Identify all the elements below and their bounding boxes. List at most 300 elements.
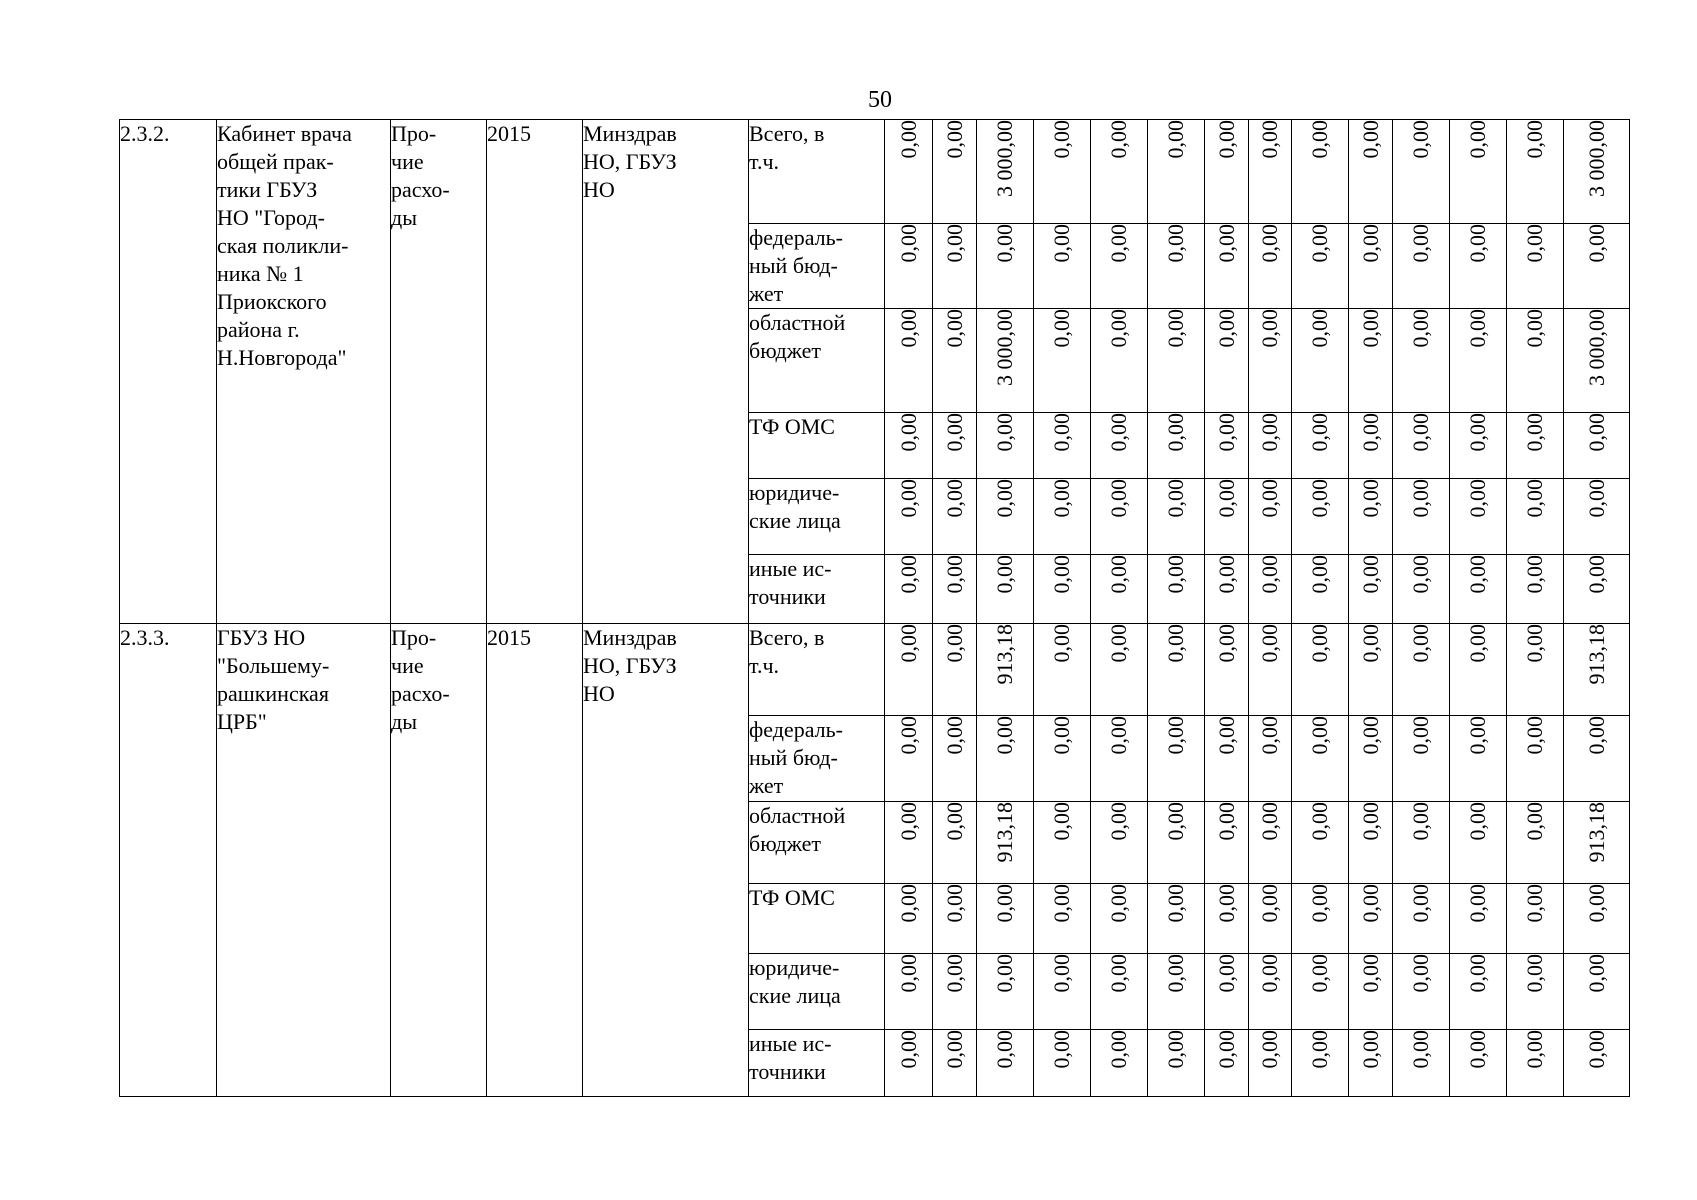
amount-value: 0,00 [1257,555,1282,594]
amount-value: 0,00 [895,224,921,263]
amount-cell [1507,224,1564,309]
amount-value: 0,00 [1357,716,1383,755]
amount-cell [1249,413,1292,479]
amount-cell [1249,624,1292,716]
amount-value: 0,00 [1307,555,1332,594]
amount-cell [1148,479,1205,555]
amount-cell [977,624,1034,716]
item-name [217,120,391,624]
amount-cell [1349,884,1393,954]
amount-value: 0,00 [1106,224,1131,263]
amount-value: 0,00 [1307,624,1332,663]
amount-value: 0,00 [1408,884,1433,923]
page-number: 50 [868,87,892,113]
amount-value: 0,00 [1522,716,1547,755]
amount-cell [1393,479,1450,555]
amount-cell [1091,884,1148,954]
amount-cell [977,1030,1034,1097]
amount-value: 0,00 [1049,120,1074,159]
amount-cell [885,716,933,802]
amount-cell [977,120,1034,224]
amount-value: 0,00 [1213,120,1239,159]
funding-source-line: ТФ ОМС [749,885,835,910]
amount-value: 0,00 [1522,555,1547,594]
amount-cell [977,309,1034,413]
amount-cell [933,884,977,954]
amount-cell [1292,309,1349,413]
amount-cell [1564,716,1630,802]
amount-value: 0,00 [1357,309,1383,348]
funding-source-line: ские лица [749,508,841,533]
amount-cell [933,479,977,555]
item-name-line: ГБУЗ НО [217,625,306,650]
amount-cell [1034,802,1091,884]
funding-source-line: т.ч. [749,149,780,174]
amount-cell [1205,555,1249,624]
table-row [120,624,1630,716]
amount-value: 0,00 [1213,624,1239,663]
amount-cell [1292,224,1349,309]
amount-value: 0,00 [895,716,921,755]
amount-value: 0,00 [1106,716,1131,755]
amount-cell [885,120,933,224]
executor-line: Минздрав [583,121,677,146]
year: 2015 [487,624,583,1097]
amount-cell [1091,120,1148,224]
funding-source [749,555,885,624]
amount-cell [1450,479,1507,555]
amount-value: 0,00 [1465,479,1490,518]
amount-cell [1507,1030,1564,1097]
amount-value: 0,00 [1257,120,1282,159]
funding-source-line: точники [749,1059,826,1084]
amount-value: 0,00 [1106,555,1131,594]
amount-value: 0,00 [1307,884,1332,923]
amount-value: 0,00 [1408,555,1433,594]
amount-cell [1507,954,1564,1030]
amount-cell [1034,954,1091,1030]
amount-cell [1393,309,1450,413]
amount-value: 0,00 [1357,120,1383,159]
amount-value: 0,00 [1522,802,1547,841]
amount-cell [1148,224,1205,309]
year: 2015 [487,120,583,624]
amount-cell [933,309,977,413]
amount-value: 3 000,00 [992,120,1017,197]
amount-cell [1450,309,1507,413]
amount-cell [933,555,977,624]
amount-value: 0,00 [1106,884,1131,923]
amount-value: 0,00 [1213,802,1239,841]
amount-value: 0,00 [1357,624,1383,663]
amount-cell [1450,716,1507,802]
amount-value: 0,00 [1106,954,1131,993]
amount-cell [1205,120,1249,224]
amount-cell [1507,479,1564,555]
amount-cell [1450,624,1507,716]
amount-value: 0,00 [1213,1030,1239,1069]
funding-source-line: жет [749,773,784,798]
amount-value: 0,00 [1307,224,1332,263]
amount-cell [1205,884,1249,954]
amount-value: 0,00 [1522,309,1547,348]
amount-cell [1249,555,1292,624]
amount-cell [1292,802,1349,884]
amount-cell [885,479,933,555]
amount-cell [1564,624,1630,716]
funding-source [749,309,885,413]
amount-cell [1034,309,1091,413]
amount-cell [1148,413,1205,479]
executor-line: НО, ГБУЗ [583,149,677,174]
amount-value: 0,00 [1357,884,1383,923]
amount-cell [1205,413,1249,479]
funding-source [749,802,885,884]
amount-value: 0,00 [1049,624,1074,663]
amount-cell [1205,624,1249,716]
amount-cell [1349,802,1393,884]
item-code: 2.3.2. [120,120,217,624]
amount-cell [1393,1030,1450,1097]
amount-value: 0,00 [1163,413,1188,452]
amount-value: 0,00 [1213,224,1239,263]
amount-value: 0,00 [1049,716,1074,755]
amount-cell [1450,802,1507,884]
amount-cell [1450,884,1507,954]
amount-cell [933,413,977,479]
amount-cell [1091,802,1148,884]
amount-value: 0,00 [895,120,921,159]
amount-cell [1564,555,1630,624]
amount-value: 0,00 [1213,716,1239,755]
amount-cell [1349,716,1393,802]
expense-type-line: Про- [391,625,437,650]
amount-value: 0,00 [992,716,1017,755]
amount-cell [1292,716,1349,802]
funding-source [749,479,885,555]
executor-line: Минздрав [583,625,677,650]
amount-value: 0,00 [1257,413,1282,452]
amount-value: 0,00 [941,954,967,993]
amount-value: 0,00 [1583,1030,1609,1069]
amount-value: 0,00 [1307,1030,1332,1069]
amount-cell [1205,479,1249,555]
amount-value: 0,00 [1163,224,1188,263]
amount-cell [977,954,1034,1030]
expense-type [391,624,487,1097]
executor-line: НО [583,681,615,706]
amount-cell [885,624,933,716]
amount-cell [885,1030,933,1097]
budget-table-body [120,120,1630,1097]
amount-value: 0,00 [1465,120,1490,159]
amount-value: 0,00 [1163,716,1188,755]
amount-value: 0,00 [1357,1030,1383,1069]
amount-cell [1292,413,1349,479]
amount-value: 0,00 [1307,479,1332,518]
amount-cell [1091,1030,1148,1097]
amount-value: 0,00 [895,1030,921,1069]
item-name [217,624,391,1097]
amount-cell [977,413,1034,479]
funding-source-line: федераль- [749,225,843,250]
amount-value: 0,00 [1213,479,1239,518]
amount-value: 0,00 [1213,954,1239,993]
amount-value: 0,00 [895,802,921,841]
amount-value: 0,00 [941,716,967,755]
amount-cell [933,954,977,1030]
executor-line: НО, ГБУЗ [583,653,677,678]
amount-value: 0,00 [992,413,1017,452]
amount-value: 0,00 [1408,479,1433,518]
amount-value: 0,00 [1357,802,1383,841]
amount-value: 0,00 [1583,716,1609,755]
amount-cell [1148,309,1205,413]
amount-value: 0,00 [1106,624,1131,663]
amount-cell [1393,716,1450,802]
amount-cell [1564,120,1630,224]
amount-value: 0,00 [1408,954,1433,993]
amount-value: 0,00 [1357,954,1383,993]
expense-type-line: чие [391,653,424,678]
amount-value: 0,00 [1408,1030,1433,1069]
amount-cell [933,224,977,309]
amount-value: 0,00 [941,884,967,923]
amount-cell [1349,954,1393,1030]
funding-source-line: Всего, в [749,121,825,146]
amount-cell [1507,884,1564,954]
amount-cell [1249,884,1292,954]
amount-value: 0,00 [941,624,967,663]
amount-value: 0,00 [1465,224,1490,263]
amount-value: 0,00 [1522,224,1547,263]
amount-value: 0,00 [1408,224,1433,263]
amount-value: 0,00 [895,884,921,923]
amount-value: 3 000,00 [1583,309,1609,386]
amount-cell [1148,624,1205,716]
amount-cell [1507,413,1564,479]
amount-cell [1349,224,1393,309]
amount-value: 0,00 [1257,309,1282,348]
amount-cell [1507,624,1564,716]
amount-cell [1393,555,1450,624]
amount-cell [977,224,1034,309]
amount-cell [1507,309,1564,413]
amount-cell [1564,884,1630,954]
amount-value: 0,00 [1357,224,1383,263]
amount-cell [1091,716,1148,802]
amount-cell [1292,884,1349,954]
amount-value: 0,00 [1257,1030,1282,1069]
funding-source-line: ный бюд- [749,253,838,278]
amount-value: 0,00 [992,1030,1017,1069]
expense-type-line: ды [391,709,417,734]
amount-cell [1249,716,1292,802]
amount-cell [1034,224,1091,309]
expense-type-line: ды [391,205,417,230]
amount-cell [1034,716,1091,802]
amount-cell [1450,120,1507,224]
amount-cell [1034,555,1091,624]
amount-value: 0,00 [1583,224,1609,263]
amount-cell [977,479,1034,555]
executor [583,624,749,1097]
amount-value: 3 000,00 [1583,120,1609,197]
amount-value: 0,00 [1583,555,1609,594]
funding-source-line: бюджет [749,831,821,856]
amount-value: 0,00 [1583,954,1609,993]
amount-value: 0,00 [895,624,921,663]
expense-type [391,120,487,624]
amount-cell [1148,1030,1205,1097]
amount-cell [1393,624,1450,716]
amount-value: 0,00 [1049,802,1074,841]
amount-value: 0,00 [992,555,1017,594]
amount-value: 0,00 [1106,413,1131,452]
amount-value: 0,00 [1106,1030,1131,1069]
amount-cell [1034,624,1091,716]
amount-value: 0,00 [1307,413,1332,452]
amount-cell [933,716,977,802]
amount-cell [1148,802,1205,884]
amount-value: 0,00 [1257,479,1282,518]
amount-value: 0,00 [1213,555,1239,594]
amount-value: 3 000,00 [992,309,1017,386]
amount-cell [1249,120,1292,224]
amount-value: 0,00 [941,120,967,159]
amount-value: 0,00 [1522,120,1547,159]
amount-value: 0,00 [1522,479,1547,518]
amount-value: 0,00 [1465,624,1490,663]
amount-cell [1034,1030,1091,1097]
amount-value: 0,00 [941,309,967,348]
amount-value: 0,00 [1049,1030,1074,1069]
amount-value: 0,00 [1213,884,1239,923]
amount-value: 0,00 [1583,413,1609,452]
funding-source-line: иные ис- [749,556,832,581]
amount-cell [1034,120,1091,224]
amount-cell [1205,1030,1249,1097]
amount-cell [1148,716,1205,802]
amount-value: 0,00 [1357,413,1383,452]
amount-cell [1205,309,1249,413]
amount-cell [1148,120,1205,224]
funding-source-line: точники [749,584,826,609]
amount-value: 0,00 [1257,954,1282,993]
amount-value: 913,18 [1583,802,1609,863]
amount-cell [1148,954,1205,1030]
amount-cell [933,624,977,716]
amount-cell [1349,309,1393,413]
amount-value: 0,00 [941,479,967,518]
amount-cell [933,120,977,224]
amount-cell [1450,413,1507,479]
amount-value: 0,00 [992,884,1017,923]
funding-source [749,954,885,1030]
amount-value: 0,00 [895,954,921,993]
amount-cell [933,1030,977,1097]
amount-cell [1564,479,1630,555]
funding-source-line: областной [749,310,846,335]
amount-cell [1349,120,1393,224]
amount-value: 0,00 [1106,120,1131,159]
item-name-line: Приокского [217,289,327,314]
amount-value: 0,00 [992,479,1017,518]
amount-value: 0,00 [1106,479,1131,518]
amount-value: 0,00 [1163,954,1188,993]
amount-cell [1091,624,1148,716]
amount-value: 0,00 [1465,413,1490,452]
amount-value: 0,00 [1522,884,1547,923]
amount-cell [1393,884,1450,954]
amount-value: 0,00 [941,224,967,263]
amount-cell [885,413,933,479]
funding-source-line: юридиче- [749,480,840,505]
item-code: 2.3.3. [120,624,217,1097]
amount-value: 0,00 [941,413,967,452]
funding-source-line: областной [749,803,846,828]
amount-cell [1091,954,1148,1030]
funding-source [749,884,885,954]
amount-value: 0,00 [1522,954,1547,993]
amount-value: 0,00 [1408,716,1433,755]
funding-source-line: юридиче- [749,955,840,980]
amount-cell [1450,954,1507,1030]
amount-value: 0,00 [1213,413,1239,452]
funding-source [749,624,885,716]
amount-cell [1564,413,1630,479]
amount-cell [977,555,1034,624]
amount-value: 0,00 [1049,224,1074,263]
amount-cell [1507,555,1564,624]
amount-cell [1450,224,1507,309]
amount-value: 0,00 [1465,716,1490,755]
executor-line: НО [583,177,615,202]
amount-cell [933,802,977,884]
funding-source-line: федераль- [749,717,843,742]
item-name-line: общей прак- [217,149,334,174]
amount-value: 0,00 [1522,1030,1547,1069]
amount-value: 0,00 [1465,954,1490,993]
item-name-line: тики ГБУЗ [217,177,318,202]
amount-cell [1034,413,1091,479]
amount-value: 0,00 [1257,802,1282,841]
amount-value: 913,18 [992,624,1017,685]
amount-value: 0,00 [1307,802,1332,841]
funding-source-line: Всего, в [749,625,825,650]
amount-value: 913,18 [992,802,1017,863]
amount-cell [1292,479,1349,555]
amount-cell [1564,954,1630,1030]
amount-value: 0,00 [1583,479,1609,518]
amount-value: 0,00 [1049,413,1074,452]
amount-value: 0,00 [1163,802,1188,841]
amount-cell [1249,479,1292,555]
table-row [120,120,1630,224]
amount-value: 0,00 [1106,802,1131,841]
amount-value: 0,00 [941,1030,967,1069]
item-name-line: ника № 1 [217,261,304,286]
funding-source-line: бюджет [749,338,821,363]
amount-value: 0,00 [1049,884,1074,923]
amount-cell [1249,1030,1292,1097]
funding-source [749,1030,885,1097]
amount-value: 0,00 [1583,884,1609,923]
amount-value: 0,00 [1049,309,1074,348]
amount-value: 0,00 [1408,802,1433,841]
amount-value: 0,00 [1307,309,1332,348]
amount-cell [1205,224,1249,309]
